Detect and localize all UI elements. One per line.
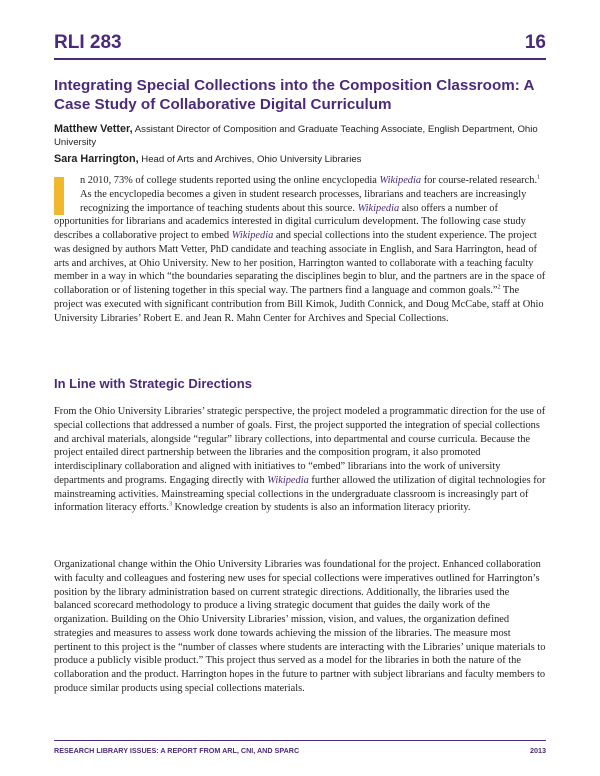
footnote-ref: 3: [168, 501, 172, 508]
body-paragraph: From the Ohio University Libraries’ strategic perspective, the project modeled a programmatic direction for the use of special collections that addressed a number of goals. First, the project supported the integration of special collections and archival materials, alongside “regular” library collections, into departmental and course curricula. Because the project entailed direct partnership between the libraries and the composition program, it also promoted interdisciplinary collaboration and aligned with initiatives to “embed” librarians into the work of university departments and programs. Engaging directly with Wikipedia further allowed the utilization of digital technologies for mainstreaming activities. Mainstreaming special collections in the undergraduate classroom is increasingly part of information literacy efforts.$^3$ Knowledge creation by students is also an information literacy priority.: [54, 406, 546, 514]
header-divider: [54, 58, 546, 60]
intro-paragraph: n 2010, 73% of college students reported using the online encyclopedia Wikipedia for course-related research.$^1$ As the encyclopedia becomes a given in student research processes, librarians and teachers are increasingly recognizing the importance of teaching students about this source. Wikipedia also offers a number of opportunities for librarians and academics interested in digital curriculum development. The following case study describes a collaborative project to embed Wikipedia and special collections into the student experience. The project was designed by authors Matt Vetter, PhD candidate and teaching associate in English, and Sara Harrington, head of arts and archives, at Ohio University. New to her position, Harrington wanted to collaborate with a teaching faculty member in a way in which “the boundaries separating the disciplines begin to blur, and the partners are in the space of collaboration or of listening together in this special way. The partners find a language and common goals.”$^2$ The project was executed with significant contribution from Bill Kimok, Judith Connick, and Doug McCabe, staff at Ohio University Libraries’ Robert E. and Jean R. Mahn Center for Archives and Special Collections.: [54, 174, 546, 324]
author-affiliation: Assistant Director of Composition and Graduate Teaching Associate, English Department, Ohio University: [54, 124, 538, 149]
footer-divider: [54, 740, 546, 741]
author-byline: [54, 153, 546, 166]
author-affiliation: Head of Arts and Archives, Ohio University Libraries: [138, 154, 362, 165]
author-name: Sara Harrington,: [54, 153, 139, 165]
section-heading: In Line with Strategic Directions: [54, 376, 252, 391]
author-name: Matthew Vetter,: [54, 123, 133, 135]
running-header: [54, 32, 546, 54]
publication-year: 2013: [530, 746, 546, 755]
author-byline: [54, 123, 546, 150]
body-paragraph: Organizational change within the Ohio University Libraries was foundational for the project. Enhanced collaboration with faculty and colleagues and fostering new uses for special collections were imperatives outlined for Harrington’s position by the library administration based on current strategic directions. Additionally, the libraries used the balanced scorecard methodology to produce a living strategic document that guides the daily work of the organization. Building on the Ohio University Libraries’ mission, vision, and values, the organization defined strategies and measures to assess work done towards achieving the mission of the libraries. The measure most pertinent to this project is the “number of classes where students are interacting with the Libraries’ unique materials to produce a publicly visible product.” This project thus served as a model for the libraries in both the nature of the collaboration and the product. Harrington hopes in the future to partner with subject librarians and faculty members to produce similar products using special collections materials.: [54, 559, 546, 694]
drop-cap-bar: [54, 177, 64, 215]
wikipedia-link: Wikipedia: [379, 175, 422, 186]
footnote-ref: 1: [537, 174, 541, 181]
publication-name: RESEARCH LIBRARY ISSUES: A REPORT FROM ARL, CNI, AND SPARC: [54, 746, 300, 755]
footnote-ref: 2: [497, 284, 501, 291]
page-number: 16: [524, 32, 546, 53]
article-title: Integrating Special Collections into the Composition Classroom: A Case Study of Collaborative Digital Curriculum: [54, 77, 534, 113]
journal-name: RLI 283: [54, 32, 122, 53]
